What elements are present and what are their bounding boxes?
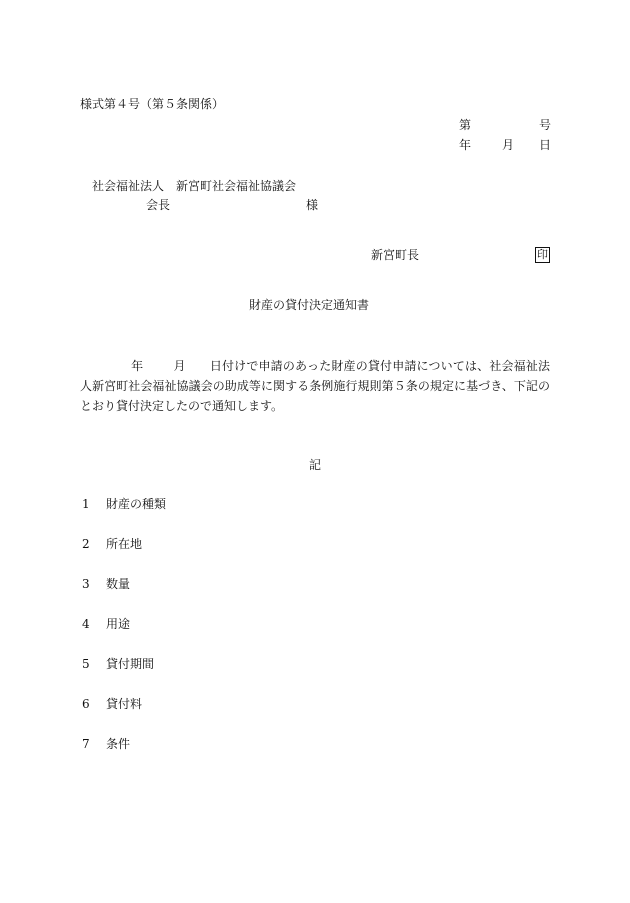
ki-heading: 記 [309,458,322,472]
item-label: 用途 [106,617,131,631]
date-month-label: 月 [502,138,515,152]
recipient-title: 会長 [146,198,171,212]
body-month-label: 月 [173,359,186,373]
item-number: 6 [82,697,90,711]
item-number: 4 [82,617,90,631]
sender-name: 新宮町長 [371,248,420,262]
doc-number-suffix: 号 [539,118,552,132]
item-number: 7 [82,737,90,751]
date-day-label: 日 [539,138,552,152]
recipient-honorific: 様 [306,198,319,212]
item-number: 3 [82,577,90,591]
item-label: 財産の種類 [106,497,167,511]
item-label: 所在地 [106,537,143,551]
item-label: 貸付料 [106,697,143,711]
document-title: 財産の貸付決定通知書 [249,298,370,312]
recipient-organization: 社会福祉法人 新宮町社会福祉協議会 [92,179,297,193]
date-year-label: 年 [459,138,472,152]
doc-number-prefix: 第 [459,118,472,132]
item-number: 5 [82,657,90,671]
item-label: 条件 [106,737,131,751]
item-number: 2 [82,537,90,551]
item-number: 1 [82,497,90,511]
form-number: 様式第４号（第５条関係） [80,97,225,111]
body-text: 日付けで申請のあった財産の貸付申請については、社会福祉法人新宮町社会福祉協議会の助成等に関する条例施行規則第５条の規定に基づき、下記のとおり貸付決定したので通知します。 [80,359,550,413]
seal-stamp: 印 [537,248,548,261]
item-label: 貸付期間 [106,657,155,671]
body-paragraph [80,356,550,416]
body-year-label: 年 [131,359,144,373]
item-label: 数量 [106,577,131,591]
